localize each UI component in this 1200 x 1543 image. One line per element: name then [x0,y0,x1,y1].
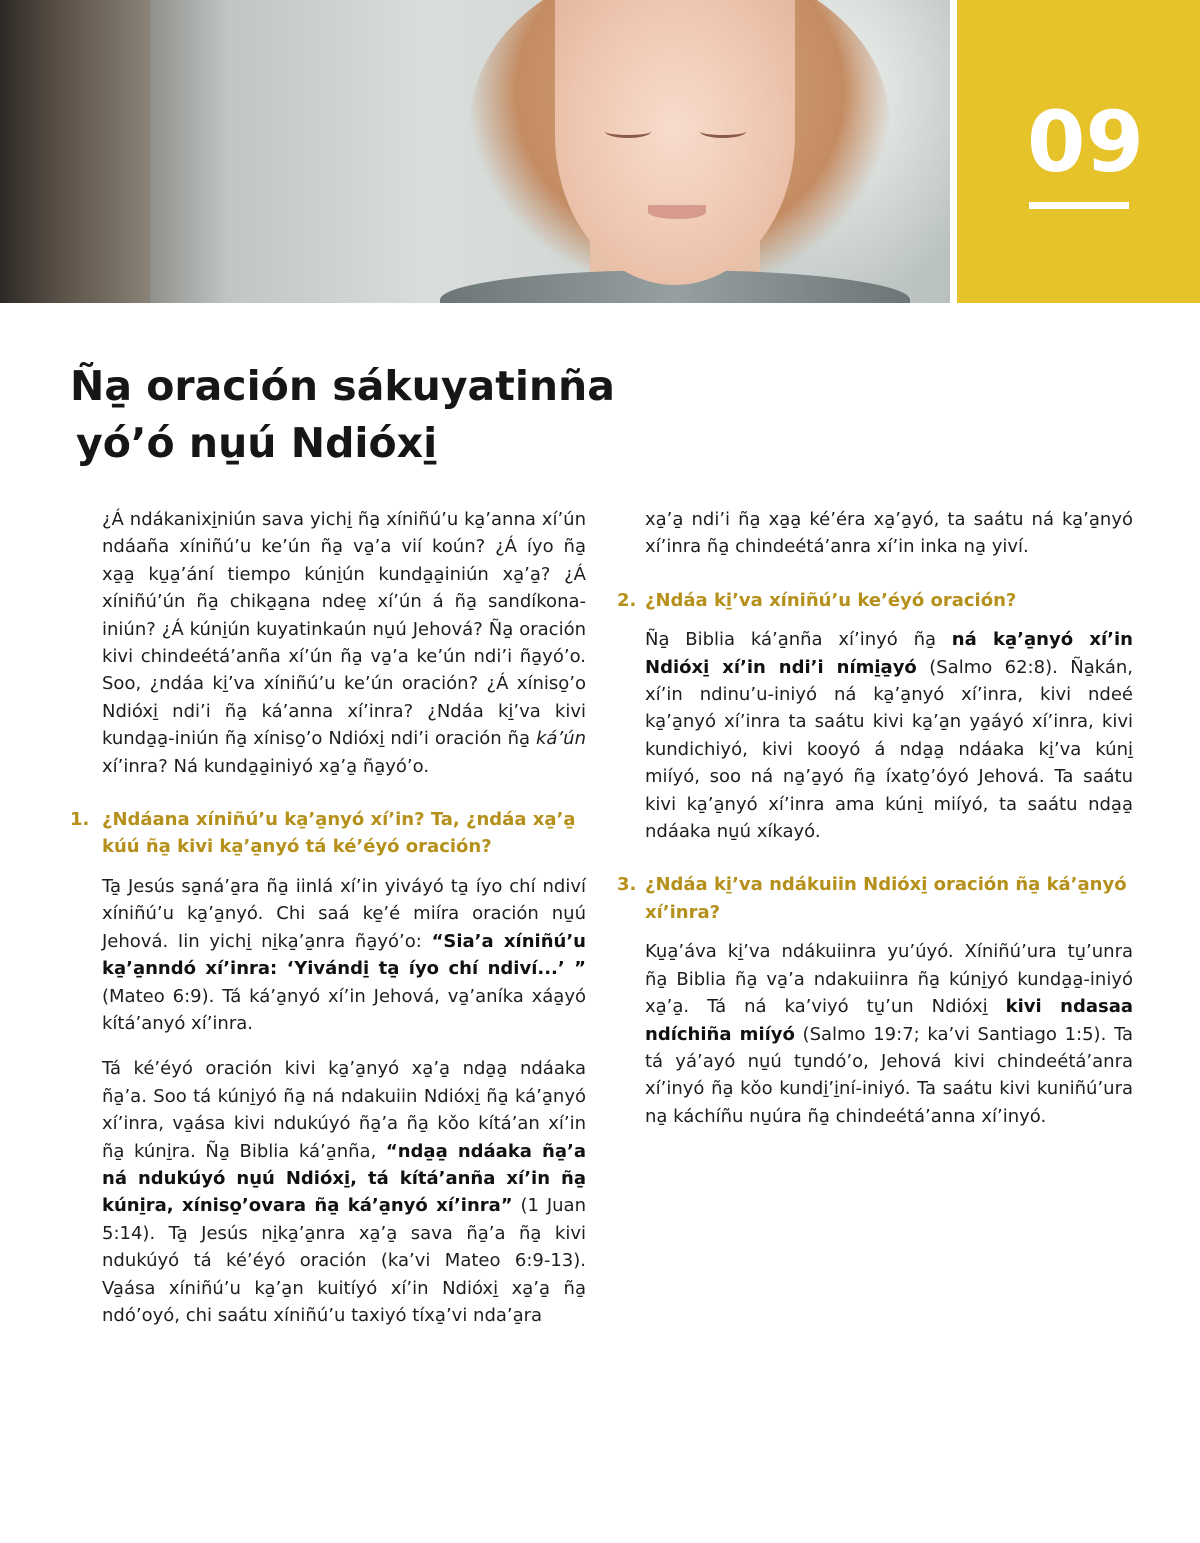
lips [648,205,706,219]
answer-1-paragraph-2: Tá ké’éyó oración kivi ka̱’a̱nyó xa̱’a̱ nda̱a̱ ndáaka ña̱’a. Soo tá kúni̱yó ña̱ ná ndakuiin Ndióxi̱ ña̱ ká’a̱nyó xí’inra, va̱ása kivi ndukúyó ña̱’a ña̱ kǒo kítá’an xí’in ña̱ kúni̱ra. Ña̱ Biblia ká’a̱nña, “nda̱a̱ ndáaka ña̱’a ná ndukúyó nu̱ú Ndióxi̱, tá kítá’anña xí’in ña̱ kúni̱ra, xíniso̱’ovara ña̱ ká’a̱nyó xí’inra” (1 Juan 5:14). Ta̱ Jesús ni̱ka̱’a̱nra xa̱’a̱ sava ña̱’a ña̱ kivi ndukúyó tá ké’éyó oración (ka’vi Mateo 6:9-13). Va̱ása xíniñú’u ka̱’a̱n kuitíyó xí’in Ndióxi̱ xa̱’a̱ ña̱ ndó’oyó, chi saátu xíniñú’u taxiyó tíxa̱’vi nda’a̱ra [102,1058,586,1326]
question-2 [617,587,1133,614]
lesson-number: 09 [1027,93,1144,191]
hero-photo [0,0,950,303]
question-1-number: 1. [70,809,90,831]
bookshelf-blur [0,0,150,303]
intro-paragraph: ¿Á ndákanixi̱niún sava yichi̱ ña̱ xíniñú’u ka̱’anna xí’ún ndáaña xíniñú’u ke’ún ña̱ va̱’a vií koún? ¿Á íyo ña̱ xa̱a̱ ku̱a̱’ání tiempo kúni̱ún kunda̱a̱iniún xa̱’a̱? ¿Á xíniñú’ún ña̱ chika̱a̱na ndee̱ xí’ún á ña̱ sandíkona-iniún? ¿Á kúni̱ún kuyatinkaún nu̱ú Jehová? Ña̱ oración kivi chindeétá’anña xí’ún ña̱ va̱’a ke’ún ndi’i ña̱yó’o. Soo, ¿ndáa ki̱’va xíniñú’u ke’ún oración? ¿Á xíniso̱’o Ndióxi̱ ndi’i ña̱ ká’anna xí’inra? ¿Ndáa ki̱’va kivi kunda̱a̱-iniún ña̱ xíniso̱’o Ndióxi̱ ndi’i oración ña̱ ká’ún xí’inra? Ná kunda̱a̱iniyó xa̱’a̱ ña̱yó’o. [102,509,586,777]
intro-italic: ká’ún [536,728,586,750]
question-3 [617,871,1133,926]
answer-2-bold: ná ka̱’a̱nyó xí’in Ndióxi̱ xí’in ndi’i ními̱a̱yó [645,629,1133,678]
answer-3-paragraph: Ku̱a̱’áva ki̱’va ndákuiinra yu’úyó. Xíniñú’ura tu̱’unra ña̱ Biblia ña̱ va̱’a ndakuiinra ña̱ kúni̱yó kunda̱a̱-iniyó xa̱’a̱. Tá ná ka’viyó tu̱’un Ndióxi̱ kivi ndasaa ndíchiña miíyó (Salmo 19:7; ka’vi Santiago 1:5). Ta tá yá’ayó nu̱ú tu̱ndó’o, Jehová kivi chindeétá’anra xí’inyó ña̱ kǒo kundi̱’i̱ní-iniyó. Ta saátu kivi kuniñú’ura na̱ káchíñu nu̱úra ña̱ chindeétá’anna xí’inyó. [645,941,1133,1127]
answer-2-paragraph: Ña̱ Biblia ká’a̱nña xí’inyó ña̱ ná ka̱’a̱nyó xí’in Ndióxi̱ xí’in ndi’i ními̱a̱yó (Salmo 62:8). Ña̱kán, xí’in ndinu’u-iniyó ná ka̱’a̱nyó xí’inra, kivi ndeé ka̱’a̱nyó xí’inra ta saátu kivi ka̱’a̱n ya̱áyó xí’inra, kivi kundichiyó, kivi kooyó á nda̱a̱ ndáaka ki̱’va kúni̱ miíyó, soo ná na̱’a̱yó ña̱ íxato̱’óyó Jehová. Ta saátu kivi ka̱’a̱nyó xí’inra ama kúni̱ miíyó, ta saátu nda̱a̱ ndáaka nu̱ú xíkayó. [645,629,1134,843]
title-line-1: Ña̱ oración sákuyatinña [70,362,615,410]
lesson-badge [957,0,1200,303]
question-2-number: 2. [617,589,637,611]
question-2-text: ¿Ndáa ki̱’va xíniñú’u ke’éyó oración? [645,589,1017,611]
question-3-number: 3. [617,874,637,896]
answer-1-quote-juan: “nda̱a̱ ndáaka ña̱’a ná ndukúyó nu̱ú Ndióxi̱, tá kítá’anña xí’in ña̱ kúni̱ra, xíniso̱’ovara ña̱ ká’a̱nyó xí’inra” [102,1140,586,1217]
answer-1-quote-mateo: “Sia’a xíniñú’u ka̱’a̱nndó xí’inra: ‘Yivándi̱ ta̱ íyo chí ndiví...’ ” [102,930,586,980]
badge-underline [1029,202,1129,209]
answer-3-bold: kivi ndasaa ndíchiña miíyó [645,996,1133,1045]
question-1-text: ¿Ndáana xíniñú’u ka̱’a̱nyó xí’in? Ta, ¿ndáa xa̱’a̱ kúú ña̱ kivi ka̱’a̱nyó tá ké’éyó oración? [102,809,576,858]
question-1 [70,806,586,861]
right-flow [645,506,1133,561]
closed-eye-right [700,125,746,138]
question-3-text: ¿Ndáa ki̱’va ndákuiin Ndióxi̱ oración ña̱ ká’a̱nyó xí’inra? [645,874,1127,923]
title-line-2: yó’ó nu̱ú Ndióxi̱ [76,419,438,467]
answer-1-paragraph-2-continued: xa̱’a̱ ndi’i ña̱ xa̱a̱ ké’éra xa̱’a̱yó, ta saátu ná ka̱’a̱nyó xí’inra ña̱ chindeétá’anra xí’in inka na̱ yiví. [645,509,1133,558]
closed-eye-left [605,125,651,138]
left-column [70,506,586,1347]
page-title [70,358,790,472]
right-column [617,506,1134,1148]
answer-1-paragraph-1: Ta̱ Jesús sa̱ná’a̱ra ña̱ iinlá xí’in yiváyó ta̱ íyo chí ndiví xíniñú’u ka̱’a̱nyó. Chi saá ke̱’é miíra oración nu̱ú Jehová. Iin yichi̱ ni̱ka̱’a̱nra ña̱yó’o: “Sia’a xíniñú’u ka̱’a̱nndó xí’inra: ‘Yivándi̱ ta̱ íyo chí ndiví...’ ” (Mateo 6:9). Tá ká’a̱nyó xí’in Jehová, va̱’aníka xáa̱yó kítá’anyó xí’inra. [102,875,586,1034]
